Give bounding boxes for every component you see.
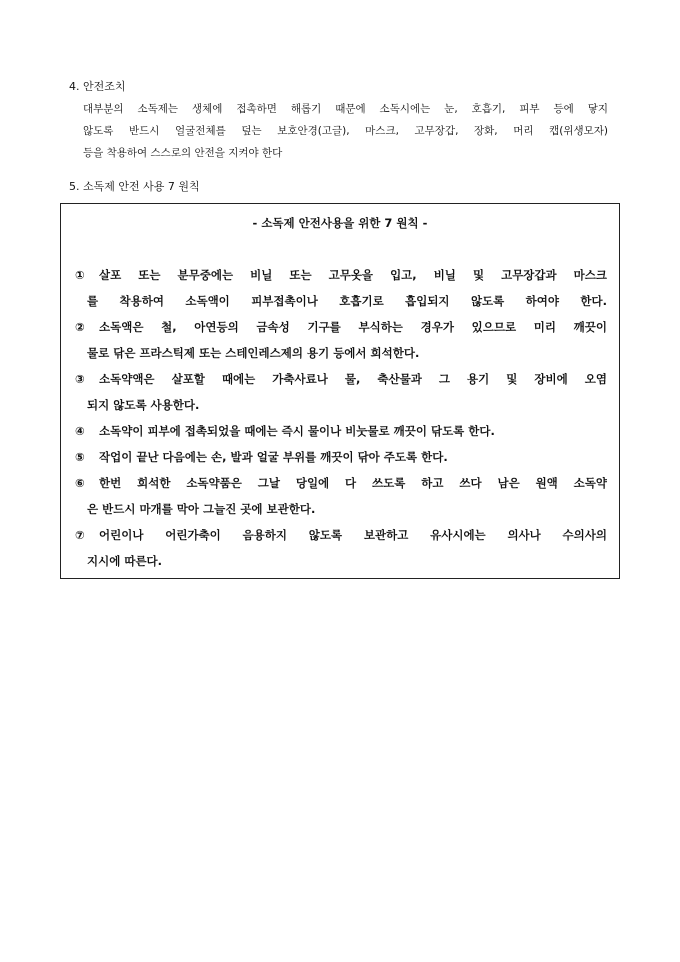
rule-number: ⑥ bbox=[75, 476, 85, 490]
section-4-body bbox=[83, 98, 608, 164]
rule-6-line-2: 은 반드시 마개를 막아 그늘진 곳에 보관한다. bbox=[87, 502, 316, 516]
rule-6-line-1 bbox=[75, 470, 607, 496]
section-4-heading: 4. 안전조치 bbox=[69, 80, 126, 93]
rule-text: 살포 또는 분무중에는 비닐 또는 고무옷을 입고, 비닐 및 고무장갑과 마스크 bbox=[99, 268, 607, 282]
rule-7-line-1 bbox=[75, 522, 607, 548]
rule-1-line-1 bbox=[75, 262, 607, 288]
rule-number: ⑦ bbox=[75, 528, 85, 542]
rule-text: 한번 희석한 소독약품은 그날 당일에 다 쓰도록 하고 쓰다 남은 원액 소독약 bbox=[99, 476, 607, 490]
rule-7-line-2: 지시에 따른다. bbox=[87, 554, 163, 568]
rules-box-title: - 소독제 안전사용을 위한 7 원칙 - bbox=[252, 216, 428, 230]
rule-text: 소독액은 철, 아연등의 금속성 기구를 부식하는 경우가 있으므로 미리 깨끗이 bbox=[99, 320, 607, 334]
rule-3-line-2: 되지 않도록 사용한다. bbox=[87, 398, 200, 412]
rule-text: 소독약이 피부에 접촉되었을 때에는 즉시 물이나 비눗물로 깨끗이 닦도록 한다. bbox=[99, 424, 495, 438]
rule-text: 소독약액은 살포할 때에는 가축사료나 물, 축산물과 그 용기 및 장비에 오염 bbox=[99, 372, 607, 386]
rule-text: 작업이 끝난 다음에는 손, 발과 얼굴 부위를 깨끗이 닦아 주도록 한다. bbox=[99, 450, 448, 464]
rule-5-line-1 bbox=[75, 444, 607, 470]
rule-number: ③ bbox=[75, 372, 85, 386]
rule-number: ④ bbox=[75, 424, 85, 438]
rule-text: 어린이나 어린가축이 음용하지 않도록 보관하고 유사시에는 의사나 수의사의 bbox=[99, 528, 607, 542]
rule-2-line-2: 물로 닦은 프라스틱제 또는 스테인레스제의 용기 등에서 희석한다. bbox=[87, 346, 420, 360]
rule-number: ⑤ bbox=[75, 450, 85, 464]
section-4-line: 않도록 반드시 얼굴전체를 덮는 보호안경(고글), 마스크, 고무장갑, 장화, 머리 캡(위생모자) bbox=[83, 125, 608, 137]
section-4-line: 등을 착용하여 스스로의 안전을 지켜야 한다 bbox=[83, 147, 283, 159]
rule-2-line-1 bbox=[75, 314, 607, 340]
rule-4-line-1 bbox=[75, 418, 607, 444]
rule-3-line-1 bbox=[75, 366, 607, 392]
rule-1-line-2: 를 착용하여 소독액이 피부접촉이나 호흡기로 흡입되지 않도록 하여야 한다. bbox=[87, 294, 607, 308]
rule-number: ① bbox=[75, 268, 85, 282]
section-5-heading: 5. 소독제 안전 사용 7 원칙 bbox=[69, 180, 200, 193]
rule-number: ② bbox=[75, 320, 85, 334]
rules-list bbox=[75, 262, 607, 574]
section-4-line: 대부분의 소독제는 생체에 접촉하면 해롭기 때문에 소독시에는 눈, 호흡기, 피부 등에 닿지 bbox=[83, 103, 608, 115]
safety-rules-box bbox=[60, 203, 620, 579]
